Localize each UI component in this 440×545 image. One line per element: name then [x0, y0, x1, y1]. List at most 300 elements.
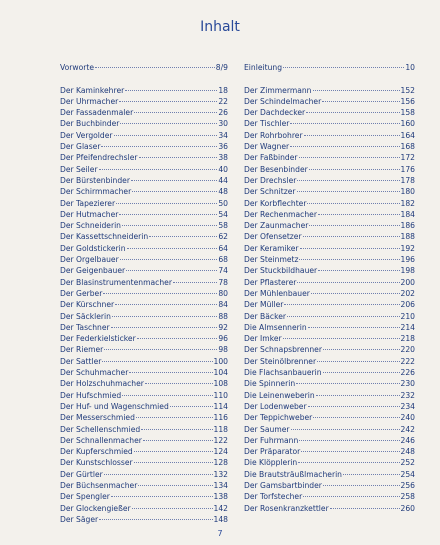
- toc-entry-title: Der Ofensetzer: [244, 232, 302, 242]
- toc-entry: [60, 164, 228, 175]
- toc-leader-dots: [141, 429, 212, 430]
- toc-entry: [60, 130, 228, 141]
- toc-entry: [244, 356, 415, 367]
- toc-entry-page: 202: [400, 288, 415, 298]
- toc-entry-title: Der Rechenmacher: [244, 209, 317, 219]
- toc-leader-dots: [134, 112, 217, 113]
- toc-leader-dots: [131, 180, 217, 181]
- toc-entry: [60, 243, 228, 254]
- toc-entry: [244, 446, 415, 457]
- toc-entry: [244, 503, 415, 514]
- toc-entry: [244, 243, 415, 254]
- toc-entry: [244, 254, 415, 265]
- toc-entry: [244, 424, 415, 435]
- toc-entry-title: Die Flachsanbauerin: [244, 368, 322, 378]
- toc-entry: [60, 62, 228, 73]
- toc-entry-page: 88: [218, 311, 228, 321]
- toc-entry: [60, 322, 228, 333]
- toc-leader-dots: [283, 338, 400, 339]
- toc-entry-title: Der Blasinstrumentenmacher: [60, 277, 172, 287]
- toc-entry: [244, 62, 415, 73]
- toc-entry: [244, 390, 415, 401]
- toc-entry-title: Der Säcklerin: [60, 311, 111, 321]
- toc-entry-page: 10: [405, 63, 415, 72]
- page-number: 7: [217, 529, 223, 538]
- toc-left-column: [60, 62, 228, 525]
- toc-entry: [60, 378, 228, 389]
- toc-entry-title: Der Kaminkehrer: [60, 85, 125, 95]
- toc-entry-page: 156: [400, 96, 415, 106]
- toc-entry: [60, 96, 228, 107]
- toc-entry-title: Der Bürstenbinder: [60, 175, 130, 185]
- toc-leader-dots: [120, 123, 217, 124]
- toc-entry: [60, 390, 228, 401]
- toc-entry-title: Der Saumer: [244, 424, 290, 434]
- toc-entry-title: Der Schellenschmied: [60, 424, 141, 434]
- toc-entry: [60, 424, 228, 435]
- toc-entry: [244, 412, 415, 423]
- toc-entry-page: 58: [218, 221, 228, 231]
- toc-entry-title: Der Steinmetz: [244, 255, 299, 265]
- toc-entry: [60, 344, 228, 355]
- toc-entry-page: 252: [400, 458, 415, 468]
- toc-entry: [60, 186, 228, 197]
- toc-leader-dots: [134, 451, 213, 452]
- toc-entry-title: Der Geigenbauer: [60, 266, 126, 276]
- toc-entry: [244, 164, 415, 175]
- toc-leader-dots: [122, 225, 217, 226]
- toc-entry-title: Der Imker: [244, 334, 282, 344]
- toc-entry: [244, 311, 415, 322]
- toc-entry-page: 36: [218, 142, 228, 152]
- toc-entry-page: 256: [400, 480, 415, 490]
- toc-entry-page: 68: [218, 255, 228, 265]
- toc-entry: [244, 152, 415, 163]
- toc-entry-page: 54: [218, 209, 228, 219]
- toc-entry: [60, 288, 228, 299]
- toc-entry: [60, 446, 228, 457]
- toc-leader-dots: [291, 429, 400, 430]
- toc-entry-title: Der Zimmermann: [244, 85, 312, 95]
- toc-entry-title: Der Kürschner: [60, 300, 115, 310]
- toc-entry: [60, 85, 228, 96]
- toc-leader-dots: [298, 462, 399, 463]
- toc-entry-page: 226: [400, 368, 415, 378]
- toc-entry-page: 74: [218, 266, 228, 276]
- toc-entry-title: Die Leinenweberin: [244, 390, 315, 400]
- toc-entry-title: Einleitung: [244, 63, 283, 72]
- toc-entry-title: Der Pflasterer: [244, 277, 297, 287]
- toc-entry: [244, 265, 415, 276]
- toc-leader-dots: [311, 293, 400, 294]
- toc-entry: [244, 491, 415, 502]
- toc-entry-page: 38: [218, 153, 228, 163]
- toc-entry: [244, 231, 415, 242]
- toc-leader-dots: [323, 485, 400, 486]
- toc-entry-page: 178: [400, 175, 415, 185]
- toc-entry-page: 18: [218, 85, 228, 95]
- toc-leader-dots: [145, 383, 213, 384]
- toc-entry-page: 214: [400, 322, 415, 332]
- toc-entry-page: 160: [400, 119, 415, 129]
- toc-leader-dots: [309, 225, 399, 226]
- toc-entry-page: 142: [213, 503, 228, 513]
- toc-leader-dots: [297, 180, 399, 181]
- toc-right-column: [244, 62, 415, 514]
- toc-entry: [60, 311, 228, 322]
- toc-entry-title: Der Huf- und Wagenschmied: [60, 401, 169, 411]
- toc-leader-dots: [300, 248, 400, 249]
- toc-entry: [244, 198, 415, 209]
- toc-entry: [244, 344, 415, 355]
- toc-leader-dots: [318, 270, 399, 271]
- toc-entry: [60, 491, 228, 502]
- toc-leader-dots: [303, 496, 399, 497]
- toc-entry: [60, 220, 228, 231]
- toc-entry-page: 196: [400, 255, 415, 265]
- toc-leader-dots: [299, 157, 400, 158]
- toc-entry-title: Der Buchbinder: [60, 119, 120, 129]
- toc-entry-page: 200: [400, 277, 415, 287]
- toc-leader-dots: [322, 101, 399, 102]
- toc-entry-page: 158: [400, 108, 415, 118]
- toc-entry-page: 34: [218, 130, 228, 140]
- toc-entry: [244, 401, 415, 412]
- toc-entry-page: 234: [400, 401, 415, 411]
- toc-entry-page: 110: [213, 390, 228, 400]
- toc-entry-title: Der Gamsbartbinder: [244, 480, 322, 490]
- toc-leader-dots: [299, 259, 399, 260]
- toc-leader-dots: [102, 361, 212, 362]
- toc-leader-dots: [297, 282, 399, 283]
- toc-entry-title: Der Korbflechter: [244, 198, 307, 208]
- toc-entry-title: Der Dachdecker: [244, 108, 306, 118]
- toc-entry-page: 44: [218, 175, 228, 185]
- toc-entry-title: Der Schneiderin: [60, 221, 121, 231]
- toc-entry-page: 220: [400, 345, 415, 355]
- toc-entry-page: 172: [400, 153, 415, 163]
- toc-entry: [244, 130, 415, 141]
- toc-entry: [60, 367, 228, 378]
- toc-entry-title: Der Federkielsticker: [60, 334, 136, 344]
- toc-entry: [244, 367, 415, 378]
- toc-entry: [60, 401, 228, 412]
- toc-leader-dots: [139, 157, 218, 158]
- toc-entry-title: Der Kupferschmied: [60, 447, 133, 457]
- toc-leader-dots: [104, 349, 217, 350]
- toc-entry: [244, 175, 415, 186]
- toc-leader-dots: [313, 90, 400, 91]
- toc-leader-dots: [313, 417, 399, 418]
- toc-entry-title: Der Messerschmied: [60, 413, 135, 423]
- toc-entry: [244, 186, 415, 197]
- toc-entry-page: 114: [213, 401, 228, 411]
- toc-entry-title: Die Almsennerin: [244, 322, 307, 332]
- toc-entry-title: Vorworte: [60, 63, 95, 72]
- toc-entry-page: 198: [400, 266, 415, 276]
- toc-entry-title: Der Gürtler: [60, 469, 103, 479]
- toc-entry: [60, 333, 228, 344]
- toc-leader-dots: [173, 282, 217, 283]
- toc-entry-title: Der Büchsenmacher: [60, 480, 138, 490]
- toc-entry-title: Der Mühlenbauer: [244, 288, 310, 298]
- toc-entry-title: Der Kassettschneiderin: [60, 232, 149, 242]
- toc-entry: [60, 107, 228, 118]
- toc-entry-title: Der Riemer: [60, 345, 104, 355]
- toc-entry-page: 30: [218, 119, 228, 129]
- toc-entry-page: 100: [213, 356, 228, 366]
- toc-entry-title: Der Seiler: [60, 164, 98, 174]
- toc-leader-dots: [318, 214, 400, 215]
- toc-entry-title: Der Orgelbauer: [60, 255, 119, 265]
- toc-entry-title: Der Hutmacher: [60, 209, 119, 219]
- toc-entry-page: 218: [400, 334, 415, 344]
- toc-entry: [60, 457, 228, 468]
- toc-leader-dots: [307, 203, 399, 204]
- toc-entry-title: Der Taschner: [60, 322, 110, 332]
- toc-entry-title: Der Faßbinder: [244, 153, 298, 163]
- toc-entry-title: Der Spengler: [60, 492, 110, 502]
- toc-entry-page: 248: [400, 447, 415, 457]
- toc-entry-page: 148: [213, 514, 228, 524]
- toc-leader-dots: [101, 146, 217, 147]
- toc-entry-title: Der Schirmmacher: [60, 187, 132, 197]
- toc-entry-page: 116: [213, 413, 228, 423]
- toc-leader-dots: [95, 67, 215, 68]
- toc-leader-dots: [111, 496, 213, 497]
- toc-entry-page: 84: [218, 300, 228, 310]
- toc-entry-page: 118: [213, 424, 228, 434]
- toc-entry-title: Der Gerber: [60, 288, 103, 298]
- toc-entry-title: Die Spinnerin: [244, 379, 296, 389]
- toc-entry-title: Der Schnapsbrenner: [244, 345, 322, 355]
- toc-entry-title: Der Keramiker: [244, 243, 299, 253]
- toc-entry-page: 206: [400, 300, 415, 310]
- toc-entry-page: 240: [400, 413, 415, 423]
- toc-entry: [60, 356, 228, 367]
- toc-leader-dots: [119, 101, 217, 102]
- toc-leader-dots: [330, 508, 400, 509]
- toc-entry-page: 168: [400, 142, 415, 152]
- toc-entry: [60, 503, 228, 514]
- toc-leader-dots: [129, 372, 212, 373]
- toc-entry: [244, 299, 415, 310]
- toc-entry: [244, 333, 415, 344]
- toc-entry-title: Der Vergolder: [60, 130, 113, 140]
- toc-entry: [60, 231, 228, 242]
- toc-entry: [244, 96, 415, 107]
- toc-entry: [244, 378, 415, 389]
- toc-leader-dots: [343, 474, 400, 475]
- toc-leader-dots: [114, 135, 218, 136]
- toc-entry: [60, 198, 228, 209]
- toc-entry-title: Der Rohrbohrer: [244, 130, 303, 140]
- toc-entry: [60, 435, 228, 446]
- toc-leader-dots: [111, 327, 218, 328]
- toc-leader-dots: [122, 395, 212, 396]
- toc-entry-title: Der Rosenkranzkettler: [244, 503, 329, 513]
- toc-leader-dots: [149, 236, 217, 237]
- toc-entry-title: Der Drechsler: [244, 175, 297, 185]
- toc-leader-dots: [143, 440, 213, 441]
- toc-leader-dots: [283, 67, 404, 68]
- toc-entry-page: 26: [218, 108, 228, 118]
- toc-entry-title: Der Schindelmacher: [244, 96, 322, 106]
- toc-leader-dots: [120, 259, 218, 260]
- toc-entry-title: Der Säger: [60, 514, 99, 524]
- toc-entry-page: 184: [400, 209, 415, 219]
- toc-entry: [60, 412, 228, 423]
- toc-leader-dots: [301, 451, 399, 452]
- toc-entry-page: 22: [218, 96, 228, 106]
- toc-leader-dots: [299, 440, 399, 441]
- toc-entry: [60, 118, 228, 129]
- toc-entry: [244, 435, 415, 446]
- toc-leader-dots: [103, 293, 217, 294]
- toc-entry: [244, 118, 415, 129]
- toc-leader-dots: [297, 191, 400, 192]
- toc-leader-dots: [316, 395, 400, 396]
- toc-leader-dots: [309, 169, 400, 170]
- toc-entry-title: Der Besenbinder: [244, 164, 308, 174]
- toc-leader-dots: [138, 485, 212, 486]
- toc-entry-page: 64: [218, 243, 228, 253]
- toc-entry: [244, 141, 415, 152]
- toc-entry-page: 104: [213, 368, 228, 378]
- toc-entry-title: Der Hufschmied: [60, 390, 122, 400]
- toc-entry-title: Der Zaunmacher: [244, 221, 309, 231]
- toc-leader-dots: [126, 270, 217, 271]
- toc-entry-page: 188: [400, 232, 415, 242]
- toc-entry-title: Der Tapezierer: [60, 198, 116, 208]
- toc-entry-title: Der Kunstschlosser: [60, 458, 133, 468]
- toc-entry: [60, 299, 228, 310]
- toc-entry-page: 210: [400, 311, 415, 321]
- toc-entry: [244, 85, 415, 96]
- toc-entry: [244, 107, 415, 118]
- toc-leader-dots: [134, 462, 213, 463]
- toc-leader-dots: [306, 112, 399, 113]
- toc-entry-page: 134: [213, 480, 228, 490]
- toc-entry-title: Der Fuhrmann: [244, 435, 299, 445]
- toc-leader-dots: [323, 349, 400, 350]
- toc-entry: [60, 265, 228, 276]
- toc-leader-dots: [99, 519, 212, 520]
- toc-entry: [244, 209, 415, 220]
- toc-entry-page: 254: [400, 469, 415, 479]
- toc-entry-title: Der Tischler: [244, 119, 290, 129]
- toc-entry-title: Der Glaser: [60, 142, 101, 152]
- toc-entry-title: Der Uhrmacher: [60, 96, 119, 106]
- toc-entry-title: Der Stuckbildhauer: [244, 266, 318, 276]
- toc-entry-title: Der Holzschuhmacher: [60, 379, 144, 389]
- toc-entry-title: Der Lodenweber: [244, 401, 307, 411]
- toc-entry-page: 180: [400, 187, 415, 197]
- toc-entry-title: Der Torfstecher: [244, 492, 303, 502]
- toc-entry-page: 186: [400, 221, 415, 231]
- toc-entry-title: Der Wagner: [244, 142, 290, 152]
- toc-leader-dots: [127, 248, 218, 249]
- toc-entry: [60, 469, 228, 480]
- toc-leader-dots: [308, 327, 400, 328]
- toc-entry-title: Der Bäcker: [244, 311, 287, 321]
- toc-entry-page: 176: [400, 164, 415, 174]
- toc-entry: [60, 209, 228, 220]
- toc-entry: [244, 469, 415, 480]
- toc-leader-dots: [116, 203, 217, 204]
- toc-leader-dots: [99, 169, 218, 170]
- toc-entry: [244, 220, 415, 231]
- toc-leader-dots: [308, 406, 400, 407]
- toc-leader-dots: [132, 191, 217, 192]
- toc-entry-page: 62: [218, 232, 228, 242]
- toc-entry-page: 8/9: [215, 63, 228, 72]
- toc-leader-dots: [112, 316, 217, 317]
- toc-entry-page: 92: [218, 322, 228, 332]
- toc-entry-page: 232: [400, 390, 415, 400]
- toc-leader-dots: [137, 338, 218, 339]
- toc-entry-page: 192: [400, 243, 415, 253]
- toc-leader-dots: [170, 406, 213, 407]
- toc-entry-title: Der Schnitzer: [244, 187, 296, 197]
- toc-entry-page: 182: [400, 198, 415, 208]
- toc-leader-dots: [136, 417, 213, 418]
- toc-entry-title: Der Glockengießer: [60, 503, 131, 513]
- toc-entry-page: 246: [400, 435, 415, 445]
- toc-entry-page: 50: [218, 198, 228, 208]
- toc-entry-title: Der Fassadenmaler: [60, 108, 134, 118]
- toc-entry: [244, 277, 415, 288]
- toc-leader-dots: [317, 361, 399, 362]
- page-title: Inhalt: [200, 19, 240, 35]
- toc-entry-title: Der Sattler: [60, 356, 102, 366]
- toc-spacer: [244, 73, 415, 84]
- toc-leader-dots: [323, 372, 400, 373]
- toc-entry-page: 48: [218, 187, 228, 197]
- toc-entry-page: 258: [400, 492, 415, 502]
- toc-leader-dots: [290, 146, 399, 147]
- toc-entry: [244, 322, 415, 333]
- toc-leader-dots: [104, 474, 213, 475]
- toc-leader-dots: [132, 508, 213, 509]
- toc-entry-title: Der Pfeifendrechsler: [60, 153, 138, 163]
- toc-leader-dots: [304, 135, 400, 136]
- toc-leader-dots: [287, 316, 399, 317]
- toc-entry-page: 242: [400, 424, 415, 434]
- toc-entry-page: 230: [400, 379, 415, 389]
- toc-entry-page: 152: [400, 85, 415, 95]
- toc-entry-page: 222: [400, 356, 415, 366]
- toc-leader-dots: [296, 383, 399, 384]
- toc-entry-title: Die Klöpplerin: [244, 458, 298, 468]
- toc-entry: [60, 480, 228, 491]
- toc-entry-title: Der Schuhmacher: [60, 368, 129, 378]
- toc-entry-page: 78: [218, 277, 228, 287]
- toc-leader-dots: [290, 123, 399, 124]
- toc-entry-title: Die Brautsträußlmacherin: [244, 469, 342, 479]
- toc-entry-title: Der Präparator: [244, 447, 301, 457]
- toc-entry-title: Der Schnallenmacher: [60, 435, 142, 445]
- toc-entry: [60, 514, 228, 525]
- toc-entry-page: 124: [213, 447, 228, 457]
- toc-entry-title: Der Teppichweber: [244, 413, 313, 423]
- toc-entry: [244, 457, 415, 468]
- toc-entry: [244, 288, 415, 299]
- toc-entry-title: Der Müller: [244, 300, 284, 310]
- toc-entry-page: 80: [218, 288, 228, 298]
- toc-entry-title: Der Steinölbrenner: [244, 356, 317, 366]
- toc-entry-page: 260: [400, 503, 415, 513]
